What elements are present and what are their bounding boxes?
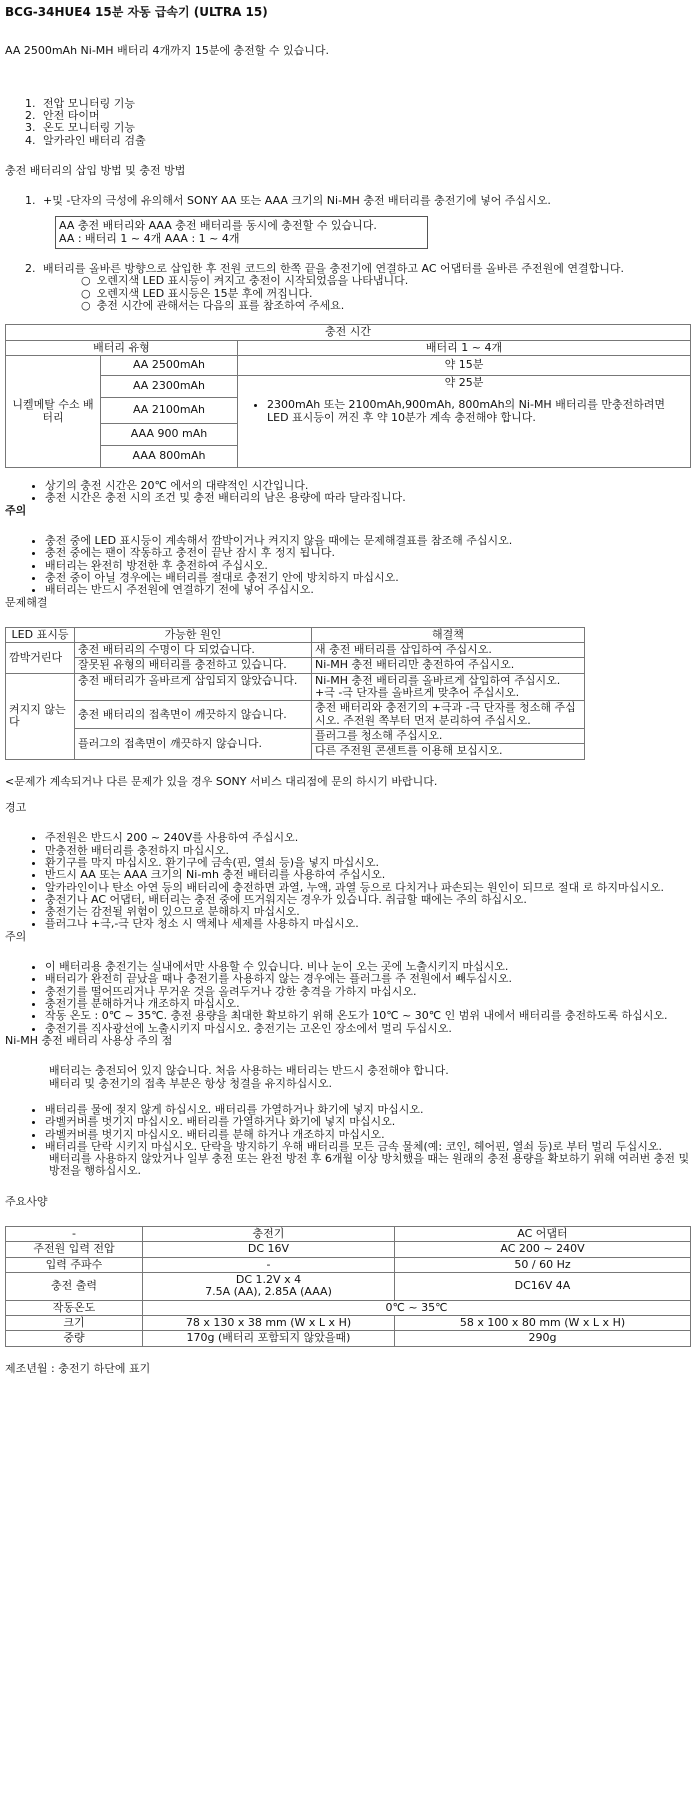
list-item: • 이 배터리용 충전기는 실내에서만 사용할 수 있습니다. 비나 눈이 오는 곳에 노출시키지 마십시오. xyxy=(45,961,692,973)
fix-cell: 플러그를 청소해 주십시오. xyxy=(312,729,585,744)
list-item: • 충전기를 직사광선에 노출시키지 마십시오. 충전기는 고온인 장소에서 멀리 두십시오. xyxy=(45,1023,692,1035)
charge-time-cell xyxy=(238,376,691,468)
fix-cell: 다른 주전원 콘센트를 이용해 보십시오. xyxy=(312,744,585,759)
cause-cell: 충전 배터리의 접촉면이 깨끗하지 않습니다. xyxy=(75,701,312,729)
cause-cell: 충전 배터리의 수명이 다 되었습니다. xyxy=(75,643,312,658)
column-header: AC 어댑터 xyxy=(395,1227,691,1242)
spec-label: 주전원 입력 전압 xyxy=(6,1242,143,1257)
led-state: 켜지지 않는다 xyxy=(6,673,75,759)
fix-cell: 충전 배터리와 충전기의 +극과 -극 단자를 청소해 주십시오. 주전원 쪽부터 먼저 분리하여 주십시오. xyxy=(312,701,585,729)
feature-item: 3. 온도 모니터링 기능 xyxy=(39,122,692,134)
list-item: • 환기구를 막지 마십시오. 환기구에 금속(핀, 열쇠 등)을 넣지 마십시오. xyxy=(45,857,692,869)
sub-item: ○ 충전 시간에 관해서는 다음의 표를 참조하여 주세요. xyxy=(77,300,692,312)
charge-notes xyxy=(5,480,692,505)
nimh-intro-line: 배터리 및 충전기의 접촉 부분은 항상 청결을 유지하십시오. xyxy=(49,1076,332,1090)
step-text: 배터리를 올바른 방향으로 삽입한 후 전원 코드의 한쪽 끝을 충전기에 연결하고 AC 어댑터를 올바른 주전원에 연결합니다. xyxy=(43,262,625,276)
step-text: +및 -단자의 극성에 유의해서 SONY AA 또는 AAA 크기의 Ni-MH 충전 배터리를 충전기에 넣어 주십시오. xyxy=(43,194,551,208)
list-item: • 충전기는 감전될 위험이 있으므로 분해하지 마십시오. xyxy=(45,906,692,918)
page-title: BCG-34HUE4 15분 자동 급속기 (ULTRA 15) xyxy=(5,5,268,19)
step2-sublist xyxy=(43,275,692,312)
note-line: AA : 배터리 1 ~ 4개 AAA : 1 ~ 4개 xyxy=(59,232,240,246)
cause-cell: 충전 배터리가 올바르게 삽입되지 않았습니다. xyxy=(75,673,312,701)
spec-value: 0℃ ~ 35℃ xyxy=(143,1300,691,1315)
list-item: • 배터리가 완전히 끝났을 때나 충전기를 사용하지 않는 경우에는 플러그를 주 전원에서 빼두십시오. xyxy=(45,973,692,985)
footer-note: 제조년월 : 충전기 하단에 표기 xyxy=(5,1361,151,1375)
step-item xyxy=(39,195,692,249)
cause-cell: 플러그의 접촉면이 깨끗하지 않습니다. xyxy=(75,729,312,760)
spec-label: 입력 주파수 xyxy=(6,1257,143,1272)
nimh-list xyxy=(5,1104,692,1153)
list-item: • 충전기나 AC 어댑터, 배터리는 충전 중에 뜨거워지는 경우가 있습니다. 취급할 때에는 주의 하십시오. xyxy=(45,894,692,906)
column-header: 충전기 xyxy=(143,1227,395,1242)
spec-value: 290g xyxy=(395,1331,691,1346)
list-item: • 주전원은 반드시 200 ~ 240V를 사용하여 주십시오. xyxy=(45,832,692,844)
spec-value: - xyxy=(143,1257,395,1272)
spec-value: 50 / 60 Hz xyxy=(395,1257,691,1272)
spec-value: 58 x 100 x 80 mm (W x L x H) xyxy=(395,1315,691,1330)
charge-time: 약 15분 xyxy=(238,356,691,376)
spec-value: 170g (배터리 포함되지 않았을때) xyxy=(143,1331,395,1346)
feature-list xyxy=(5,98,692,147)
spec-heading: 주요사양 xyxy=(5,1194,48,1208)
spec-value: DC 16V xyxy=(143,1242,395,1257)
charge-time-table xyxy=(5,324,691,468)
list-item: • 배터리는 완전히 방전한 후 충전하여 주십시오. xyxy=(45,560,692,572)
spec-label: 중량 xyxy=(6,1331,143,1346)
caution-list xyxy=(5,535,692,597)
nimh-intro xyxy=(5,1065,692,1090)
list-item: • 충전기를 떨어뜨리거나 무거운 것을 올려두거나 강한 충격을 가하지 마십시오. xyxy=(45,986,692,998)
list-item: • 배터리를 물에 젖지 않게 하십시오. 배터리를 가열하거나 화기에 넣지 마십시오. xyxy=(45,1104,692,1116)
spec-table xyxy=(5,1226,691,1347)
spec-label: 작동온도 xyxy=(6,1300,143,1315)
note-box xyxy=(55,216,428,250)
spec-value: 78 x 130 x 38 mm (W x L x H) xyxy=(143,1315,395,1330)
list-item: • 충전 중에 LED 표시등이 계속해서 깜박이거나 켜지지 않을 때에는 문제해결표를 참조해 주십시오. xyxy=(45,535,692,547)
sub-item: ○ 오렌지색 LED 표시등이 켜지고 충전이 시작되었음을 나타냅니다. xyxy=(77,275,692,287)
list-item: • 만충전한 배터리를 충전하지 마십시오. xyxy=(45,845,692,857)
nimh-heading: Ni-MH 충전 배터리 사용상 주의 점 xyxy=(5,1033,173,1047)
spec-value xyxy=(143,1273,395,1301)
fix-cell: Ni-MH 충전 배터리만 충전하여 주십시오. xyxy=(312,658,585,673)
note-line: AA 충전 배터리와 AAA 충전 배터리를 동시에 충전할 수 있습니다. xyxy=(59,218,377,232)
column-header: 배터리 1 ~ 4개 xyxy=(238,340,691,355)
fix-cell: 새 충전 배터리를 삽입하여 주십시오. xyxy=(312,643,585,658)
list-item: • 충전 중이 아닐 경우에는 배터리를 절대로 충전기 안에 방치하지 마십시오. xyxy=(45,572,692,584)
charge-time: 약 25분 xyxy=(444,376,484,389)
list-item: • 라벨커버를 벗기지 마십시오. 배터리를 가열하거나 화기에 넣지 마십시오. xyxy=(45,1116,692,1128)
column-header: 배터리 유형 xyxy=(6,340,238,355)
battery-type: AAA 900 mAh xyxy=(101,424,238,446)
trouble-heading: 문제해결 xyxy=(5,595,48,609)
list-item: • 상기의 충전 시간은 20℃ 에서의 대략적인 시간입니다. xyxy=(45,480,692,492)
spec-line: DC 1.2V x 4 xyxy=(235,1273,302,1286)
column-header: - xyxy=(6,1227,143,1242)
list-item: • 라벨커버를 벗기지 마십시오. 배터리를 분해 하거나 개조하지 마십시오. xyxy=(45,1129,692,1141)
list-item: • 반드시 AA 또는 AAA 크기의 Ni-mh 충전 배터리를 사용하여 주십시오. xyxy=(45,869,692,881)
led-state: 깜박거린다 xyxy=(6,643,75,674)
list-item: • 충전 중에는 팬이 작동하고 충전이 끝난 잠시 후 정지 됩니다. xyxy=(45,547,692,559)
warning-list xyxy=(5,832,692,931)
spec-value: AC 200 ~ 240V xyxy=(395,1242,691,1257)
caution-heading: 주의 xyxy=(5,929,27,943)
step-item xyxy=(39,263,692,312)
time-note-list xyxy=(241,399,687,424)
list-item: • 플러그나 +극,-극 단자 청소 시 액체나 세제를 사용하지 마십시오. xyxy=(45,918,692,930)
caution-heading: 주의 xyxy=(5,503,27,517)
warning-heading: 경고 xyxy=(5,800,27,814)
battery-type: AA 2300mAh xyxy=(101,376,238,398)
feature-item: 2. 안전 타이머 xyxy=(39,110,692,122)
battery-type: AA 2500mAh xyxy=(101,356,238,376)
spec-label: 크기 xyxy=(6,1315,143,1330)
battery-type: AAA 800mAh xyxy=(101,446,238,468)
spec-value: DC16V 4A xyxy=(395,1273,691,1301)
list-item: • 배터리는 반드시 주전원에 연결하기 전에 넣어 주십시오. xyxy=(45,584,692,596)
feature-item: 4. 알카라인 배터리 검출 xyxy=(39,135,692,147)
nimh-outro: 배터리를 사용하지 않았거나 일부 충전 또는 완전 방전 후 6개월 이상 방치했을 때는 원래의 충전 용량을 확보하기 위해 여러번 충전 및 방전을 행하십시오. xyxy=(49,1152,690,1178)
troubleshooting-table xyxy=(5,627,585,760)
column-header: 해결책 xyxy=(312,627,585,642)
caution-list xyxy=(5,961,692,1035)
fix-cell: Ni-MH 충전 배터리를 올바르게 삽입하여 주십시오. +극 -극 단자를 올바르게 맞추어 주십시오. xyxy=(312,673,585,701)
list-item: • 작동 온도 : 0℃ ~ 35℃. 충전 용량을 최대한 확보하기 위해 온도가 10℃ ~ 30℃ 인 범위 내에서 배터리를 충전하도록 하십시오. xyxy=(45,1010,692,1022)
service-note: <문제가 계속되거나 다른 문제가 있을 경우 SONY 서비스 대리점에 문의 하시기 바랍니다. xyxy=(5,774,438,788)
battery-group: 니켈메탈 수소 배터리 xyxy=(6,356,101,468)
list-item: • 충전기를 분해하거나 개조하지 마십시오. xyxy=(45,998,692,1010)
sub-item: ○ 오렌지색 LED 표시등은 15분 후에 꺼집니다. xyxy=(77,288,692,300)
battery-type: AA 2100mAh xyxy=(101,398,238,424)
spec-line: 7.5A (AA), 2.85A (AAA) xyxy=(205,1285,332,1299)
time-note: • 2300mAh 또는 2100mAh,900mAh, 800mAh의 Ni-MH 배터리를 만충전하려면 LED 표시등이 꺼진 후 약 10분가 계속 충전해야 합니다. xyxy=(267,399,687,424)
list-item: • 충전 시간은 충전 시의 조건 및 충전 배터리의 남은 용량에 따라 달라집니다. xyxy=(45,492,692,504)
list-item: • 알카라인이나 탄소 아연 등의 배터리에 충전하면 과열, 누액, 과열 등으로 다치거나 파손되는 원인이 되므로 절대 로 하지마십시오. xyxy=(45,882,692,894)
column-header: 가능한 원인 xyxy=(75,627,312,642)
nimh-intro-line: 배터리는 충전되어 있지 않습니다. 처음 사용하는 배터리는 반드시 충전해야 합니다. xyxy=(49,1064,449,1078)
cause-cell: 잘못된 유형의 배터리를 충전하고 있습니다. xyxy=(75,658,312,673)
column-header: LED 표시등 xyxy=(6,627,75,642)
list-item: • 배터리를 단락 시키지 마십시오. 단락을 방지하기 우해 배터리를 모든 금속 물체(예: 코인, 헤어핀, 열쇠 등)로 부터 멀리 두십시오. xyxy=(45,1141,692,1153)
insert-heading: 충전 배터리의 삽입 방법 및 충전 방법 xyxy=(5,164,186,177)
table-caption: 충전 시간 xyxy=(6,325,691,340)
feature-item: 1. 전압 모니터링 기능 xyxy=(39,98,692,110)
step-list xyxy=(5,195,692,312)
intro-text: AA 2500mAh Ni-MH 배터리 4개까지 15분에 충전할 수 있습니다. xyxy=(5,44,330,58)
spec-label: 충전 출력 xyxy=(6,1273,143,1301)
